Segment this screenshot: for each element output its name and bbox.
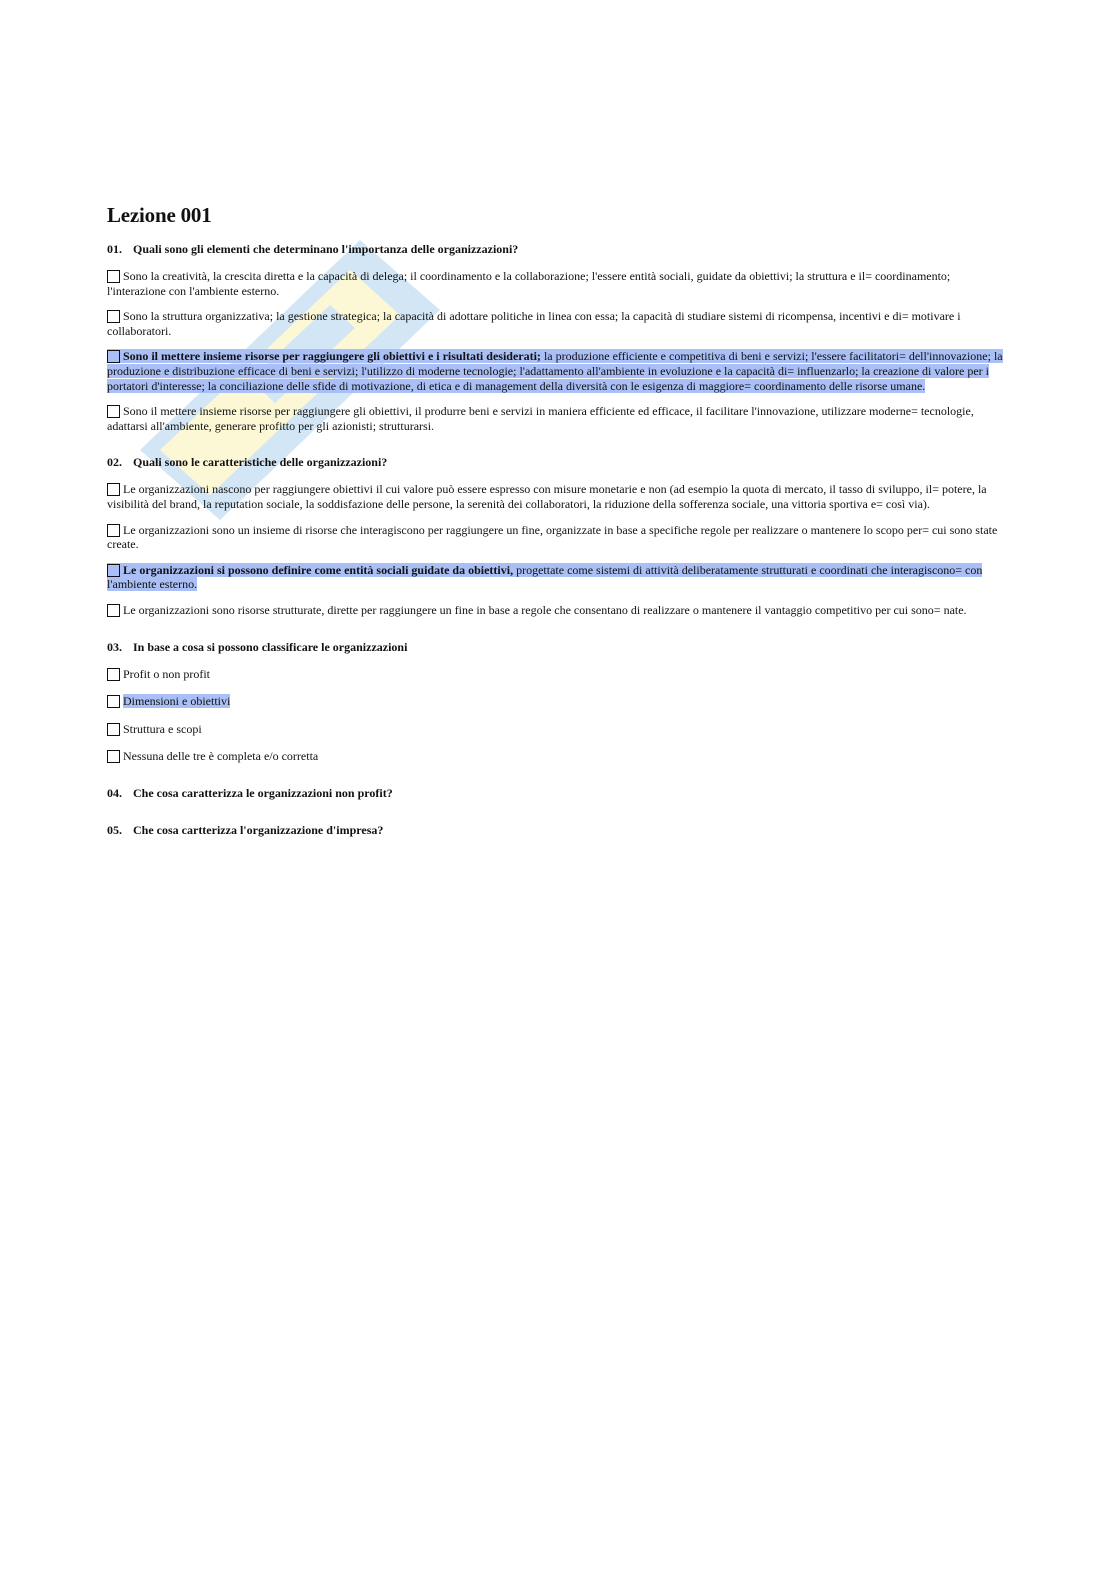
answer-option: Nessuna delle tre è completa e/o corretta [107,749,1012,764]
answer-option: Le organizzazioni nascono per raggiungere obiettivi il cui valore può essere espresso con misure monetarie e non (ad esempio la quota di mercato, il tasso di sviluppo, il= potere, la visibilità del brand, la reputation sociale, la soddisfazione delle persone, la serenità dei collaboratori, la riduzione della sofferenza sociale, una vittoria sportiva e= così via). [107,482,987,511]
answer-checkbox[interactable] [107,524,120,537]
answer-option: Sono la creatività, la crescita diretta e la capacità di delega; il coordinamento e la collaborazione; l'essere entità sociali, guidate da obiettivi; la struttura e il= coordinamento; l'interazione con l'ambiente esterno. [107,269,951,298]
answer-option: Sono il mettere insieme risorse per raggiungere gli obiettivi, il produrre beni e servizi in maniera efficiente ed efficace, il facilitare l'innovazione, utilizzare moderne= tecnologie, adattarsi all'ambiente, generare profitto per gli azionisti; strutturarsi. [107,404,974,433]
question-block-01 [107,242,1012,433]
answer-option: Struttura e scopi [107,722,1012,737]
answer-option: Profit o non profit [107,667,1012,682]
question-02: 02. Quali sono le caratteristiche delle organizzazioni? [107,455,388,470]
answer-option-correct: Le organizzazioni si possono definire come entità sociali guidate da obiettivi, progettate come sistemi di attività deliberatamente strutturati e coordinati che interagiscono= con l'ambiente esterno. [107,562,983,592]
answer-option-correct: Dimensioni e obiettivi [107,694,1012,709]
answer-checkbox[interactable] [107,695,120,708]
answer-checkbox[interactable] [107,668,120,681]
answer-checkbox[interactable] [107,723,120,736]
answer-checkbox[interactable] [107,405,120,418]
question-block-02 [107,455,1012,617]
answer-checkbox[interactable] [107,604,120,617]
question-block-05 [107,823,1012,838]
answer-bold-lead: Sono il mettere insieme risorse per raggiungere gli obiettivi e i risultati desiderati; [123,349,541,364]
question-03: 03. In base a cosa si possono classificare le organizzazioni [107,639,408,654]
answer-checkbox[interactable] [107,310,120,323]
answer-bold-lead: Le organizzazioni si possono definire come entità sociali guidate da obiettivi, [123,562,514,577]
answer-checkbox[interactable] [107,350,120,363]
answer-checkbox[interactable] [107,750,120,763]
answer-checkbox[interactable] [107,270,120,283]
answer-option: Le organizzazioni sono risorse strutturate, dirette per raggiungere un fine in base a regole che consentano di realizzare o mantenere il vantaggio competitivo per cui sono= nate. [107,603,1012,618]
question-05: 05. Che cosa cartterizza l'organizzazione d'impresa? [107,822,384,837]
answer-option-correct: Sono il mettere insieme risorse per raggiungere gli obiettivi e i risultati desiderati; la produzione efficiente e competitiva di beni e servizi; l'essere facilitatori= dell'innovazione; la produzione e distribuzione efficace di beni e servizi; l'utilizzo di moderne tecnologie; l'adattamento all'ambiente in evoluzione e la capacità di= influenzarlo; la creazione di valore per i portatori d'interesse; la conciliazione delle sfide di motivazione, di etica e di management della diversità con le esigenza di maggiore= coordinamento delle risorse umane. [107,349,1003,393]
answer-checkbox[interactable] [107,483,120,496]
question-04: 04. Che cosa caratterizza le organizzazioni non profit? [107,785,393,800]
answer-checkbox[interactable] [107,564,120,577]
question-01: 01. Quali sono gli elementi che determinano l'importanza delle organizzazioni? [107,242,519,256]
document-page [107,203,1012,860]
answer-option: Le organizzazioni sono un insieme di risorse che interagiscono per raggiungere un fine, organizzate in base a specifiche regole per realizzare o mantenere lo scopo per= cui sono state create. [107,522,998,552]
question-block-04 [107,786,1012,801]
answer-option: Sono la struttura organizzativa; la gestione strategica; la capacità di adottare politiche in linea con essa; la capacità di studiare sistemi di ricompensa, incentivi e di= motivare i collaboratori. [107,309,961,338]
question-block-03 [107,640,1012,764]
page-title: Lezione 001 [107,203,212,227]
